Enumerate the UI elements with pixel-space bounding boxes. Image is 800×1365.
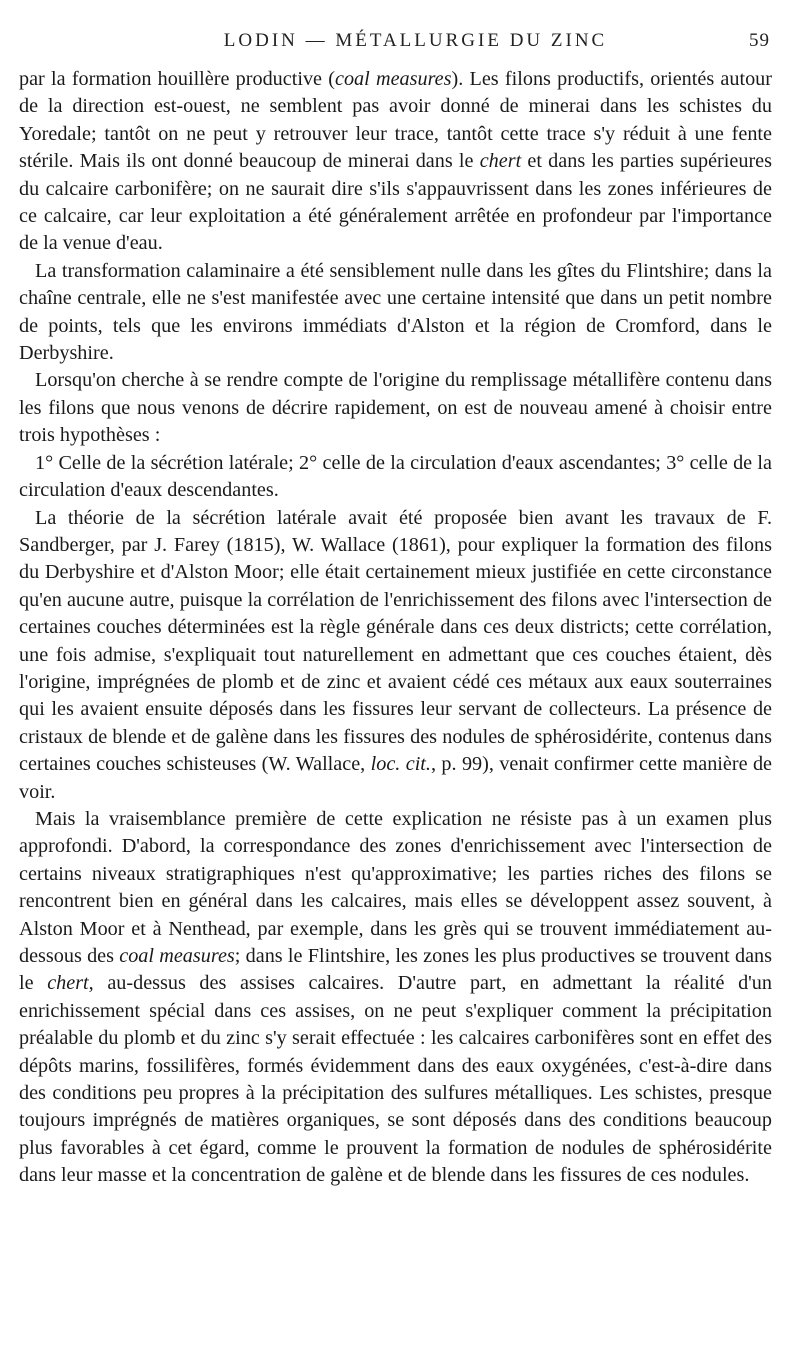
text-run: ). Les filons productifs, orientés autour de la direction est-ouest, ne semblent pas avoir donné de minerai dans les schistes du Yoredale; tantôt on ne peut y retrouver leur trace, tantôt cette trace s'y réduit à une fente stérile. Mais ils ont donné beaucoup de minerai dans le <box>19 68 773 173</box>
text-run: 1° Celle de la sécrétion latérale; 2° celle de la circulation d'eaux ascendantes; 3° celle de la circulation d'eaux descendantes. <box>19 451 772 502</box>
text-run: La théorie de la sécrétion latérale avait été proposée bien avant les travaux de F. Sandberger, par J. Farey (1815), W. Wallace (1861), pour expliquer la formation des filons du Derbyshire et d'Alston Moor; elle était certainement mieux justifiée en cette circonstance qu'en aucune autre, puisque la corrélation de l'enrichissement des filons avec l'intersection de certaines couches déterminées est la règle générale dans ces deux districts; cette corrélation, une fois admise, s'expliquait tout naturellement en admettant que ces couches étaient, dès l'origine, imprégnées de plomb et de zinc et avaient cédé ces métaux aux eaux souterraines qui les avaient ensuite déposés dans les fissures leur servant de collecteurs. La présence de cristaux de blende et de galène dans les fissures des nodules de sphérosidérite, contenus dans certaines couches schisteuses (W. Wallace, <box>19 506 772 776</box>
text-run: et dans les parties supérieures du calcaire carbonifère; on ne saurait dire s'ils s'appauvrissent dans les zones inférieures de ce calcaire, car leur exploitation a été généralement arrêtée en profondeur par l'importance de la venue d'eau. <box>19 150 772 255</box>
text-run: par la formation houillère productive ( <box>19 68 335 90</box>
text-run: Mais la vraisemblance première de cette explication ne résiste pas à un examen plus approfondi. D'abord, la correspondance des zones d'enrichissement avec l'intersection de certains niveaux stratigraphiques n'est qu'approximative; les parties riches des filons se rencontrent bien en général dans les calcaires, mais elles se développent assez souvent, à Alston Moor et à Nenthead, par exemple, dans les grès qui se trouvent immédiatement au-dessous des <box>19 807 772 967</box>
text-run: Lorsqu'on cherche à se rendre compte de l'origine du remplissage métallifère contenu dans les filons que nous venons de décrire rapidement, on est de nouveau amené à choisir entre trois hypothèses : <box>19 369 772 447</box>
running-header <box>19 24 772 60</box>
paragraph <box>19 505 772 806</box>
paragraph <box>19 450 772 505</box>
page-number: 59 <box>749 30 770 51</box>
body-text <box>19 66 772 1190</box>
paragraph <box>19 806 772 1190</box>
text-run: , p. 99), venait confirmer cette manière de voir. <box>19 753 773 803</box>
italic-term: chert <box>479 150 522 173</box>
italic-term: loc. cit. <box>370 753 431 776</box>
text-run: ; dans le Flintshire, les zones les plus productives se trouvent dans le <box>19 945 772 995</box>
paragraph <box>19 66 772 258</box>
paragraph <box>19 367 772 449</box>
italic-term: coal measures <box>334 68 452 90</box>
running-title: LODIN — MÉTALLURGIE DU ZINC <box>223 30 608 51</box>
text-run: La transformation calaminaire a été sensiblement nulle dans les gîtes du Flintshire; dans la chaîne centrale, elle ne s'est manifestée avec une certaine intensité que dans un petit nombre de points, tels que les environs immédiats d'Alston et la région de Cromford, dans le Derbyshire. <box>19 259 772 365</box>
paragraph <box>19 258 772 368</box>
italic-term: chert <box>47 972 89 995</box>
italic-term: coal measures <box>119 945 235 967</box>
text-run: , au-dessus des assises calcaires. D'autre part, en admettant la réalité d'un enrichissement spécial dans ces assises, on ne peut s'expliquer comment la précipitation préalable du plomb et du zinc s'y serait effectuée : les calcaires carbonifères sont en effet des dépôts marins, fossilifères, formés évidemment dans des eaux oxygénées, c'est-à-dire dans des conditions peu propres à la précipitation des sulfures métalliques. Les schistes, presque toujours imprégnés de matières organiques, se sont déposés dans des conditions beaucoup plus favorables à cet égard, comme le prouvent la formation de nodules de sphérosidérite dans leur masse et la concentration de galène et de blende dans les fissures de ces nodules. <box>19 972 772 1187</box>
